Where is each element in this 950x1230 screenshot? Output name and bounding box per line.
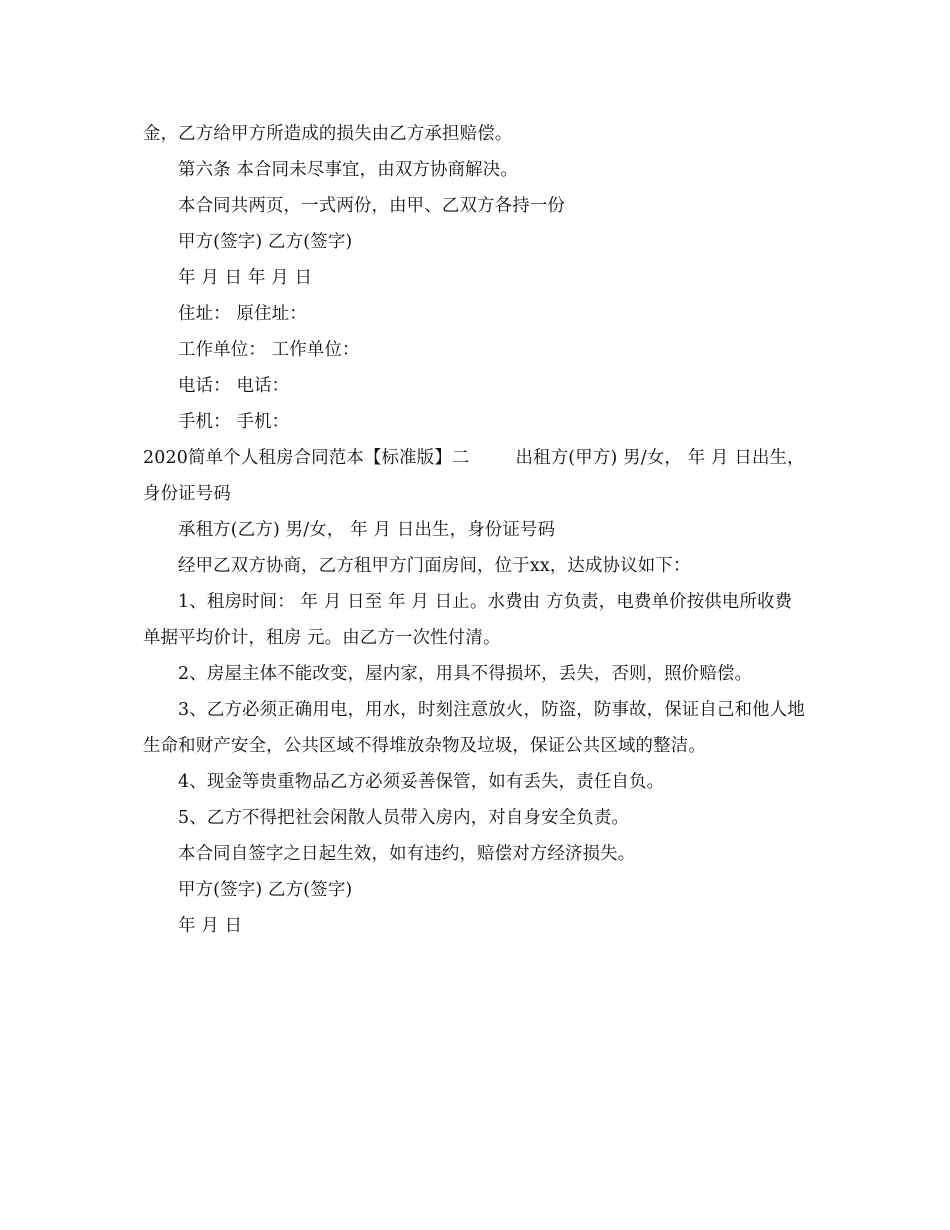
paragraph: 本合同共两页，一式两份，由甲、乙双方各持一份 bbox=[178, 196, 565, 216]
section-start-paragraph bbox=[143, 440, 807, 512]
clause-4: 4、现金等贵重物品乙方必须妥善保管，如有丢失，责任自负。 bbox=[178, 772, 665, 792]
clause-1: 1、租房时间： 年 月 日至 年 月 日止。水费由 方负责，电费单价按供电所收费单据平均价计，租房 元。由乙方一次性付清。 bbox=[143, 592, 793, 648]
agreement-intro: 经甲乙双方协商，乙方租甲方门面房间，位于xx，达成协议如下： bbox=[178, 556, 691, 576]
address-line: 住址： 原住址： bbox=[178, 304, 307, 324]
mobile-line: 手机： 手机： bbox=[178, 412, 290, 432]
workplace-line: 工作单位： 工作单位： bbox=[178, 340, 360, 360]
clause-2: 2、房屋主体不能改变，屋内家，用具不得损坏，丢失，否则，照价赔偿。 bbox=[178, 664, 753, 684]
lessee-paragraph: 承租方(乙方) 男/女， 年 月 日出生，身份证号码 bbox=[178, 520, 556, 540]
lessor-paragraph: 出租方(甲方) 男/女， 年 月 日出生，身份证号码 bbox=[143, 448, 805, 504]
clause-3: 3、乙方必须正确用电，用水，时刻注意放火，防盗，防事故，保证自己和他人地生命和财产安全，公共区域不得堆放杂物及垃圾，保证公共区域的整洁。 bbox=[143, 700, 805, 756]
section-heading: 2020简单个人租房合同范本【标准版】二 bbox=[143, 448, 470, 468]
phone-line: 电话： 电话： bbox=[178, 376, 290, 396]
signature-line: 甲方(签字) 乙方(签字) bbox=[178, 880, 353, 900]
date-line: 年 月 日 bbox=[178, 916, 243, 936]
paragraph: 金，乙方给甲方所造成的损失由乙方承担赔偿。 bbox=[143, 124, 513, 144]
paragraph: 第六条 本合同未尽事宜，由双方协商解决。 bbox=[178, 160, 518, 180]
clause-5: 5、乙方不得把社会闲散人员带入房内，对自身安全负责。 bbox=[178, 808, 630, 828]
signature-line: 甲方(签字) 乙方(签字) bbox=[178, 232, 353, 252]
date-line: 年 月 日 年 月 日 bbox=[178, 268, 313, 288]
effective-clause: 本合同自签字之日起生效，如有违约，赔偿对方经济损失。 bbox=[178, 844, 636, 864]
document-body bbox=[143, 116, 807, 944]
